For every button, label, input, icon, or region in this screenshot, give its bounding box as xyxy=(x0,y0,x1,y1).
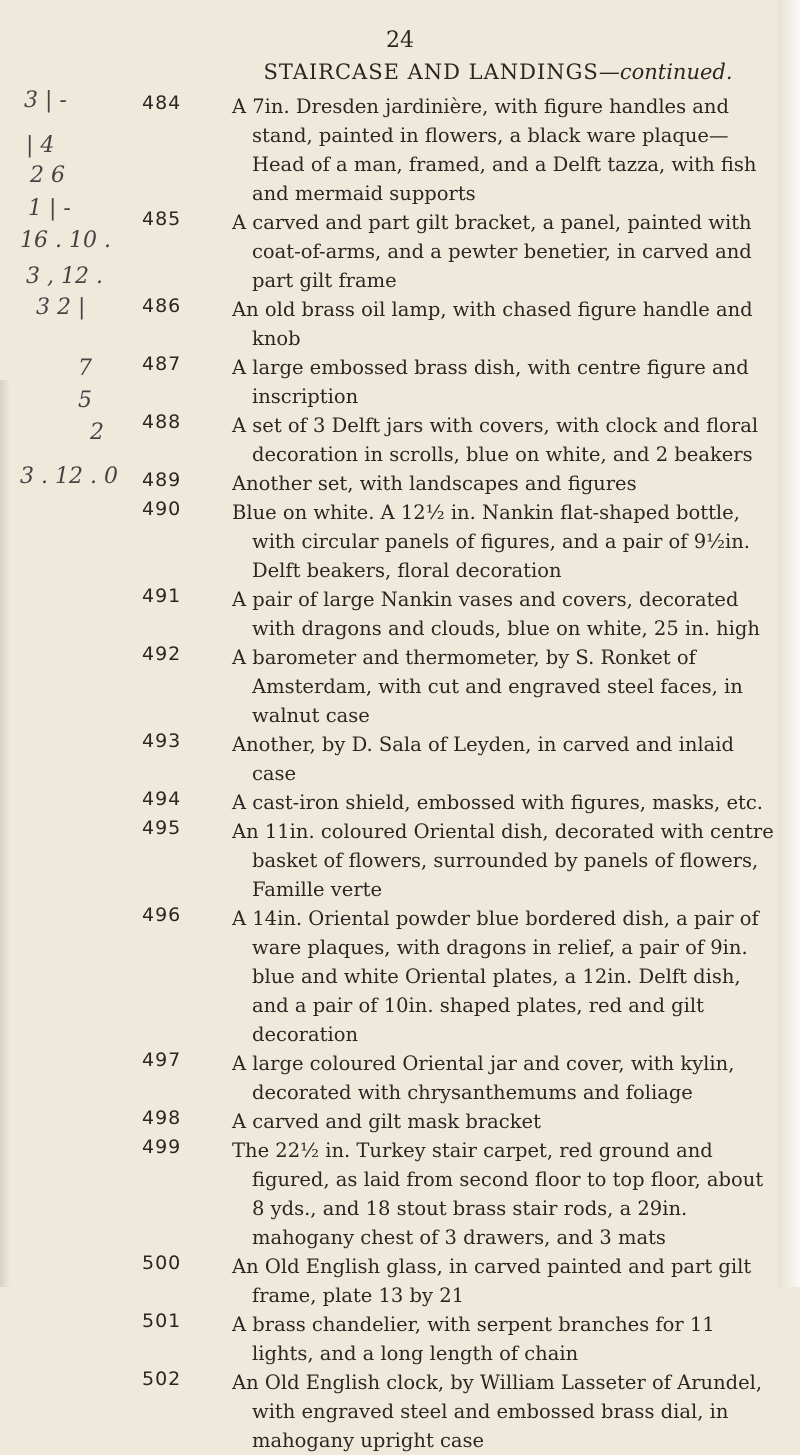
lot-description: A large coloured Oriental jar and cover, with kylin, decorated with chrysanthemums and foliage xyxy=(232,1052,735,1104)
lot-entry xyxy=(142,411,759,469)
lot-entry xyxy=(142,817,774,904)
lot-description: A carved and gilt mask bracket xyxy=(232,1110,541,1133)
lot-number: 494 xyxy=(142,788,182,810)
lot-entry xyxy=(142,788,763,817)
lot-number: 486 xyxy=(142,295,182,317)
lot-number: 501 xyxy=(142,1310,182,1332)
lot-entry xyxy=(142,92,757,208)
lot-number: 490 xyxy=(142,498,182,520)
lot-number: 496 xyxy=(142,904,182,926)
lot-description: A brass chandelier, with serpent branches for 11 lights, and a long length of chain xyxy=(232,1313,715,1365)
lot-number: 488 xyxy=(142,411,182,433)
lot-description: A cast-iron shield, embossed with figures, masks, etc. xyxy=(232,791,763,814)
lot-description: A barometer and thermometer, by S. Ronket of Amsterdam, with cut and engraved steel faces, in walnut case xyxy=(232,646,743,727)
lot-number: 491 xyxy=(142,585,182,607)
lot-entry xyxy=(142,469,752,498)
lot-entry xyxy=(142,208,752,295)
lot-number: 493 xyxy=(142,730,182,752)
lot-description: Blue on white. A 12½ in. Nankin flat-shaped bottle, with circular panels of figures, and a pair of 9½in. Delft beakers, floral decoration xyxy=(232,501,750,582)
lot-description: An 11in. coloured Oriental dish, decorated with centre basket of flowers, surrounded by panels of flowers, Famille verte xyxy=(232,820,774,901)
lot-number: 502 xyxy=(142,1368,182,1390)
lot-description: An Old English clock, by William Lasseter of Arundel, with engraved steel and embossed brass dial, in mahogany upright case xyxy=(232,1371,763,1452)
page-number: 24 xyxy=(386,28,414,53)
section-title: STAIRCASE AND LANDINGS xyxy=(263,60,599,84)
handwritten-note: 2 6 xyxy=(30,163,65,188)
lot-description: A 14in. Oriental powder blue bordered dish, a pair of ware plaques, with dragons in relief, a pair of 9in. blue and white Oriental plates, a 12in. Delft dish, and a pair of 10in. shaped plates, red and gilt decoration xyxy=(232,907,759,1046)
lot-entry xyxy=(142,585,760,643)
lot-entry xyxy=(142,1107,752,1136)
lot-number: 498 xyxy=(142,1107,182,1129)
handwritten-note: 3 . 12 . 0 xyxy=(20,464,118,489)
lot-entry xyxy=(142,904,759,1049)
lot-description: A carved and part gilt bracket, a panel, painted with coat-of-arms, and a pewter benetier, in carved and part gilt frame xyxy=(232,211,752,292)
lot-number: 489 xyxy=(142,469,182,491)
lot-description: A 7in. Dresden jardinière, with figure handles and stand, painted in flowers, a black ware plaque—Head of a man, framed, and a Delft tazza, with fish and mermaid supports xyxy=(232,95,757,205)
lot-entry xyxy=(142,730,752,788)
handwritten-note: 3 2 | xyxy=(36,295,86,320)
lot-description: Another, by D. Sala of Leyden, in carved and inlaid case xyxy=(232,733,734,785)
section-header xyxy=(228,60,768,84)
lot-description: A set of 3 Delft jars with covers, with clock and floral decoration in scrolls, blue on white, and 2 beakers xyxy=(232,414,759,466)
lot-description: A large embossed brass dish, with centre figure and inscription xyxy=(232,356,749,408)
lot-number: 499 xyxy=(142,1136,182,1158)
handwritten-note: 7 xyxy=(78,356,92,381)
lot-number: 495 xyxy=(142,817,182,839)
lot-description: An Old English glass, in carved painted and part gilt frame, plate 13 by 21 xyxy=(232,1255,752,1307)
handwritten-note: 3 | - xyxy=(24,88,67,113)
lot-entry xyxy=(142,1136,764,1252)
lot-entry xyxy=(142,1252,752,1310)
lot-number: 497 xyxy=(142,1049,182,1071)
lot-number: 492 xyxy=(142,643,182,665)
lot-description: The 22½ in. Turkey stair carpet, red ground and figured, as laid from second floor to top floor, about 8 yds., and 18 stout brass stair rods, a 29in. mahogany chest of 3 drawers, and 3 mats xyxy=(232,1139,764,1249)
handwritten-note: 16 . 10 . xyxy=(20,228,111,253)
handwritten-note: 2 xyxy=(90,420,104,445)
lot-number: 484 xyxy=(142,92,182,114)
lot-entry xyxy=(142,1310,752,1368)
handwritten-note: 3 , 12 . xyxy=(26,264,103,289)
lot-entry xyxy=(142,498,752,585)
lot-description: An old brass oil lamp, with chased figure handle and knob xyxy=(232,298,753,350)
lot-list xyxy=(0,92,800,1455)
lot-number: 500 xyxy=(142,1252,182,1274)
handwritten-note: 5 xyxy=(78,388,92,413)
lot-entry xyxy=(142,1368,763,1455)
lot-description: A pair of large Nankin vases and covers, decorated with dragons and clouds, blue on white, 25 in. high xyxy=(232,588,760,640)
lot-entry xyxy=(142,643,752,730)
lot-number: 487 xyxy=(142,353,182,375)
lot-entry xyxy=(142,295,753,353)
section-continued: —continued. xyxy=(598,60,733,84)
lot-entry xyxy=(142,1049,752,1107)
lot-number: 485 xyxy=(142,208,182,230)
lot-description: Another set, with landscapes and figures xyxy=(232,472,637,495)
lot-entry xyxy=(142,353,752,411)
handwritten-note: | 4 xyxy=(26,133,55,158)
handwritten-note: 1 | - xyxy=(28,196,71,221)
